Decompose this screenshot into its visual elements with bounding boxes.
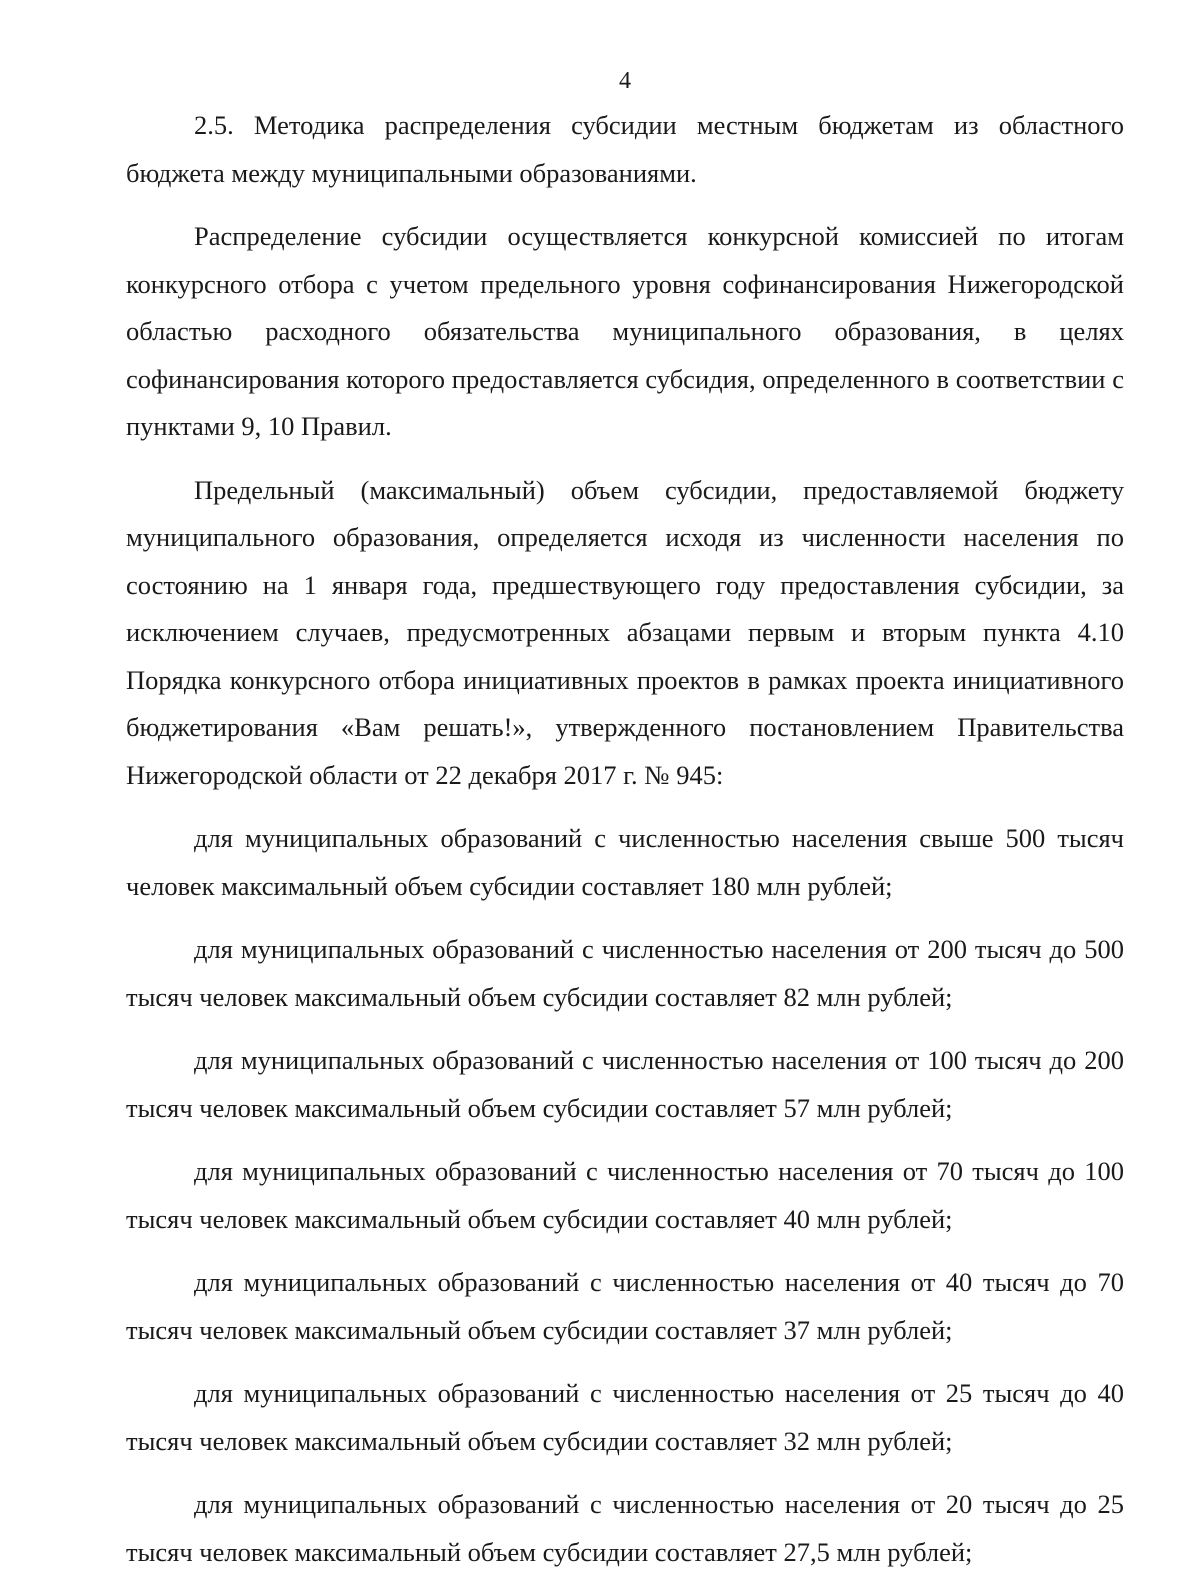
paragraph-tier-70k-100k: для муниципальных образований с численностью населения от 70 тысяч до 100 тысяч человек максимальный объем субсидии составляет 40 млн рублей;	[126, 1156, 1124, 1234]
paragraph-tier-20k-25k: для муниципальных образований с численностью населения от 20 тысяч до 25 тысяч человек максимальный объем субсидии составляет 27,5 млн рублей;	[126, 1489, 1124, 1567]
paragraph-distribution: Распределение субсидии осуществляется конкурсной комиссией по итогам конкурсного отбора с учетом предельного уровня софинансирования Нижегородской областью расходного обязательства муниципального образования, в целях софинансирования которого предоставляется субсидия, определенного в соответствии с пунктами 9, 10 Правил.	[126, 221, 1124, 441]
document-page	[126, 66, 1124, 1576]
paragraph-tier-over-500k: для муниципальных образований с численностью населения свыше 500 тысяч человек максимальный объем субсидии составляет 180 млн рублей;	[126, 823, 1124, 901]
paragraph-tier-40k-70k: для муниципальных образований с численностью населения от 40 тысяч до 70 тысяч человек максимальный объем субсидии составляет 37 млн рублей;	[126, 1267, 1124, 1345]
paragraph-section-2-5-title: 2.5. Методика распределения субсидии местным бюджетам из областного бюджета между муниципальными образованиями.	[126, 110, 1124, 188]
paragraph-tier-100k-200k: для муниципальных образований с численностью населения от 100 тысяч до 200 тысяч человек максимальный объем субсидии составляет 57 млн рублей;	[126, 1045, 1124, 1123]
paragraph-max-volume: Предельный (максимальный) объем субсидии, предоставляемой бюджету муниципального образования, определяется исходя из численности населения по состоянию на 1 января года, предшествующего году предоставления субсидии, за исключением случаев, предусмотренных абзацами первым и вторым пункта 4.10 Порядка конкурсного отбора инициативных проектов в рамках проекта инициативного бюджетирования «Вам решать!», утвержденного постановлением Правительства Нижегородской области от 22 декабря 2017 г. № 945:	[126, 474, 1124, 790]
paragraph-tier-25k-40k: для муниципальных образований с численностью населения от 25 тысяч до 40 тысяч человек максимальный объем субсидии составляет 32 млн рублей;	[126, 1378, 1124, 1456]
paragraph-tier-200k-500k: для муниципальных образований с численностью населения от 200 тысяч до 500 тысяч человек максимальный объем субсидии составляет 82 млн рублей;	[126, 934, 1124, 1012]
page-number: 4	[619, 68, 631, 94]
